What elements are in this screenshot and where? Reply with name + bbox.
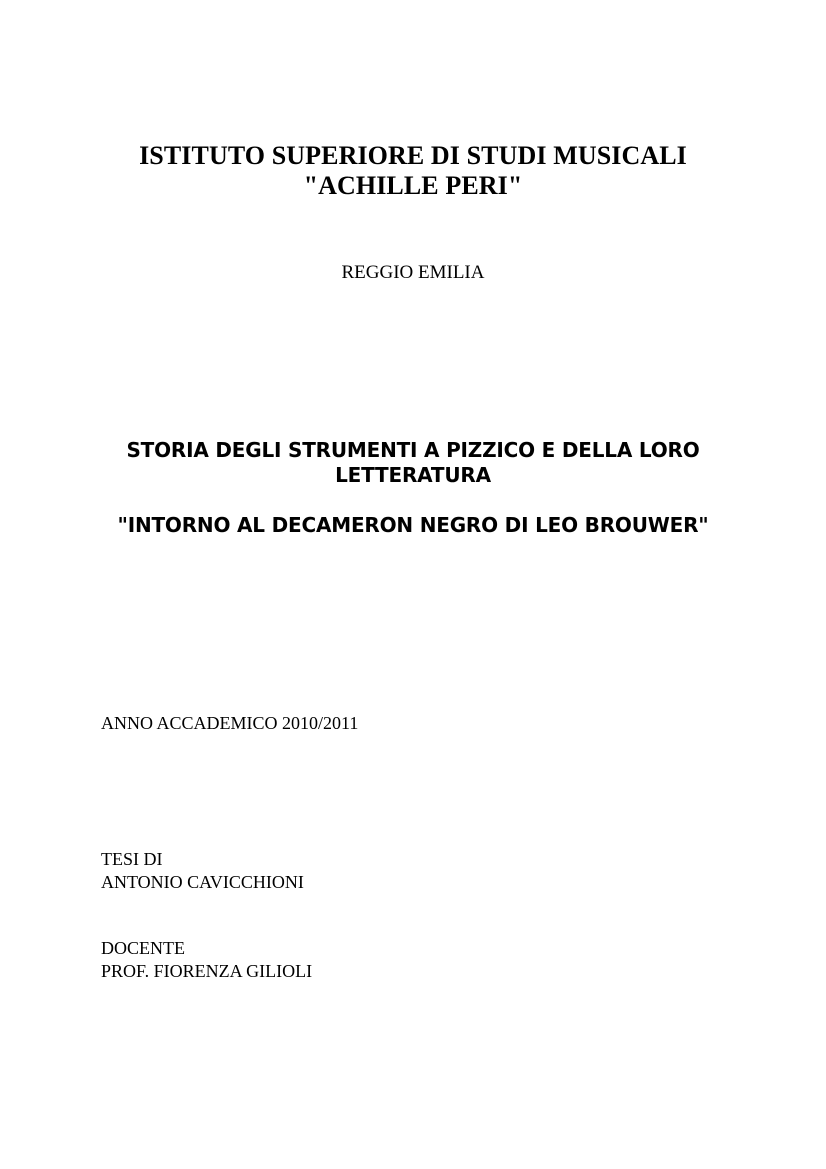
course-title <box>0 438 826 488</box>
author-name: ANTONIO CAVICCHIONI <box>101 872 304 892</box>
advisor-name: PROF. FIORENZA GILIOLI <box>101 961 313 981</box>
advisor-block <box>101 937 312 983</box>
institute-name: ISTITUTO SUPERIORE DI STUDI MUSICALI <box>139 141 687 170</box>
institute-heading <box>0 141 826 201</box>
thesis-title: "INTORNO AL DECAMERON NEGRO DI LEO BROUWER" <box>117 513 709 537</box>
advisor-label: DOCENTE <box>101 938 185 958</box>
author-block <box>101 848 304 894</box>
city-label: REGGIO EMILIA <box>341 262 485 283</box>
course-title-line2: LETTERATURA <box>335 463 491 487</box>
author-label: TESI DI <box>101 849 163 869</box>
institute-subname: "ACHILLE PERI" <box>303 171 523 200</box>
course-title-line1: STORIA DEGLI STRUMENTI A PIZZICO E DELLA LORO <box>126 438 700 462</box>
academic-year: ANNO ACCADEMICO 2010/2011 <box>101 713 359 733</box>
